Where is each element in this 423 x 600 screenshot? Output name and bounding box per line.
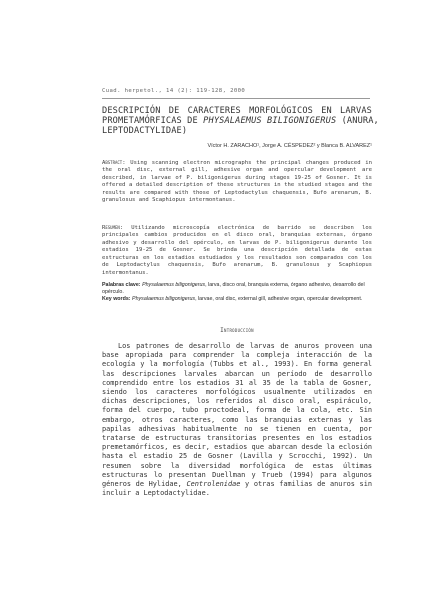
section-heading-introduccion: Introducción [220,327,254,334]
keywords-english-text: , larvae, oral disc, external gill, adhesive organ, opercular development. [195,296,363,302]
keywords-english-species: Physalaemus biligonigerus [132,296,196,302]
resumen [102,225,372,277]
intro-text-a: Los patrones de desarrollo de larvas de anuros proveen una base apropiada para comprender la compleja interacción de la ecología y la morfología (Tubbs et al., 1993). En forma general las descripciones larvales abarcan un período de desarrollo comprendido entre los estadios 31 al 35 de la tabla de Gosner, siendo los caracteres morfológicos usualmente utilizados en dichas descripciones, los referidos al disco oral, espiráculo, forma del cuerpo, tubo proctodeal, forma de la cola, etc. Sin embargo, otros caracteres, como las branquias externas y las papilas adhesivas habitualmente no se tienen en cuenta, por tratarse de estructuras transitorias presentes en los estadios premetamórficos, es decir, estadios que abarcan desde la eclosión hasta el estadio 25 de Gosner (Lavilla y Scrocchi, 1992). Un resumen sobre la diversidad morfológica de estas últimas estructuras lo presentan Duellman y Trueb (1994) para algunos géneros de Hylidae, [102,342,372,489]
title-species: PHYSALAEMUS BILIGONIGERUS [203,116,337,127]
intro-text-b: y otras familias de anuros sin incluir a Leptodactylidae. [102,480,372,498]
title-line-3: LEPTODACTYLIDAE) [102,126,188,137]
resumen-text: Utilizando microscopía electrónica de barrido se describen los principales cambios producidos en el disco oral, branquias externas, órgano adhesivo y desarrollo del opérculo, en larvas de P. biligonigerus durante los estadios 19-25 de Gosner. Se brinda una descripción detallada de estas estructuras en los estadios estudiados y los resultados son comparados con los de Leptodactylus chaquensis, Bufo arenarum, B. granulosus y Scaphiopus intermontanus. [102,225,372,276]
abstract-text: Using scanning electron micrographs the principal changes produced in the oral disc, external gill, adhesive organ and opercular development are described, in larvae of P. biligonigerus during stages 19-25 of Gosner. It is offered a detailed description of these structures in the studied stages and the results are compared with those of Leptodactylus chaquensis, Bufo arenarum, B. granulosus and Scaphiopus intermontanus. [102,160,372,204]
article-title [102,106,379,137]
keywords-english [102,296,372,303]
title-line-1: DESCRIPCIÓN DE CARACTERES MORFOLÓGICOS EN LARVAS [102,106,372,116]
keywords-spanish-label: Palabras clave: [102,282,141,288]
title-line-2 [102,116,379,127]
title-line-2-a: PROMETAMÓRFICAS DE [102,116,198,127]
header-rule [102,98,370,99]
intro-italic: Centrolenidae [186,480,241,489]
keywords-spanish-species: Physalaemus biligonigerus [142,282,206,288]
abstract [102,160,372,205]
abstract-label: Abstract: [102,160,126,166]
title-line-2-b: (ANURA, [341,116,379,127]
author-line: Víctor H. ZARACHO¹, Jorge A. CÉSPEDEZ² y Blanca B. ALVAREZ¹ [207,143,372,149]
keywords-spanish [102,282,372,295]
introduction-paragraph [102,342,372,498]
resumen-label: Resumen: [102,225,124,231]
keywords-english-label: Key words: [102,296,131,302]
running-head: Cuad. herpetol., 14 (2): 119-128, 2000 [102,88,246,94]
keywords-spanish-text: , larva, disco oral, branquia externa, órgano adhesivo, desarrollo del opérculo. [102,282,365,295]
